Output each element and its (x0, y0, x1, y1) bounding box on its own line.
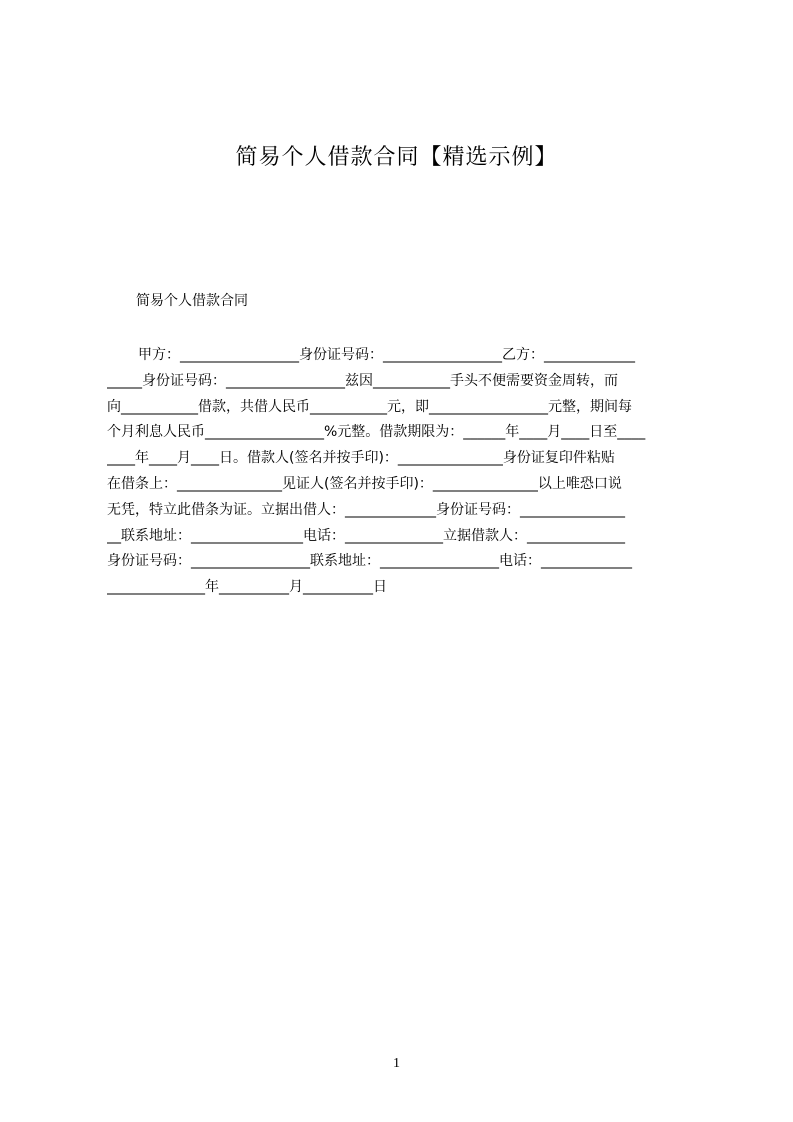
body-line: 无凭，特立此借条为证。立据出借人：_____________身份证号码：_______________ (107, 501, 625, 518)
page-number: 1 (393, 1056, 400, 1071)
body-line: 向___________借款，共借人民币___________元，即_________________元整，期间每 (107, 398, 632, 415)
body-line: 在借条上：_______________见证人(签名并按手印)：_______________以上唯恐口说 (107, 475, 622, 492)
body-line: ____年____月____日。借款人(签名并按手印)：_______________身份证复印件粘贴 (107, 450, 615, 467)
body-line: __联系地址：________________电话：______________立据借款人：______________ (107, 527, 625, 544)
contract-subheading: 简易个人借款合同 (136, 293, 248, 309)
body-line: ______________年__________月__________日 (107, 579, 387, 596)
document-title: 简易个人借款合同【精选示例】 (235, 145, 558, 170)
body-line: 身份证号码：_________________联系地址：_________________电话：_____________ (107, 553, 632, 570)
contract-body (107, 343, 702, 601)
body-line: 个月利息人民币_________________%元整。借款期限为：______年____月____日至____ (107, 424, 646, 441)
body-line: 甲方：_________________身份证号码：_________________乙方：_____________ (138, 347, 635, 363)
body-line: _____身份证号码：_________________兹因___________手头不便需要资金周转，而 (107, 372, 618, 389)
